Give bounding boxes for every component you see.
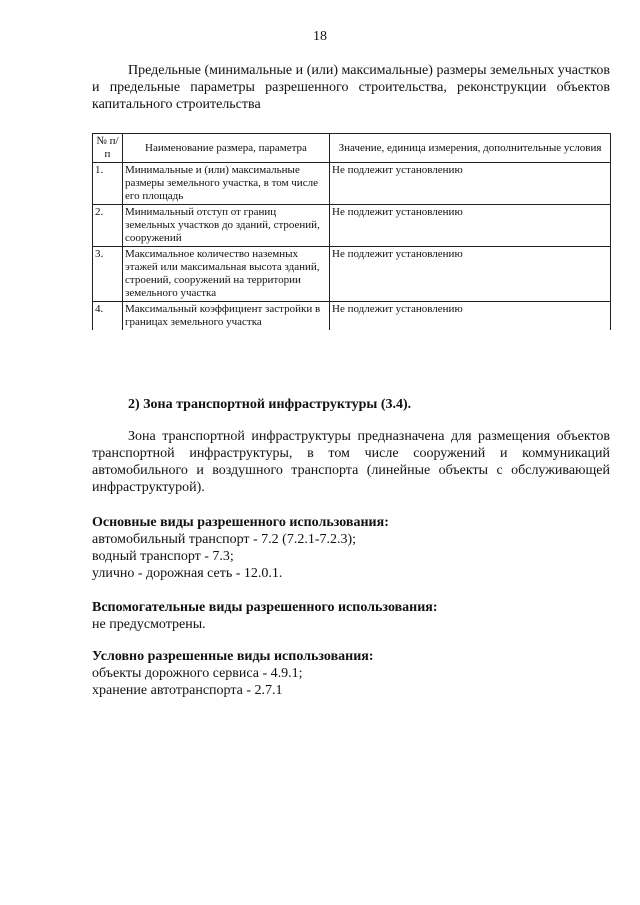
auxiliary-uses-section <box>92 599 610 633</box>
row-name: Максимальный коэффициент застройки в границах земельного участка <box>123 302 330 331</box>
intro-paragraph: Предельные (минимальные и (или) максимальные) размеры земельных участков и предельные параметры разрешенного строительства, реконструкции объектов капитального строительства <box>92 63 610 112</box>
table-row <box>93 302 611 331</box>
page-number: 18 <box>313 29 327 44</box>
table-row <box>93 205 611 247</box>
row-value: Не подлежит установлению <box>330 302 611 331</box>
conditional-use-item: объекты дорожного сервиса - 4.9.1; <box>92 666 303 681</box>
table-row <box>93 247 611 302</box>
row-value: Не подлежит установлению <box>330 247 611 302</box>
main-uses-section <box>92 514 610 582</box>
row-name: Максимальное количество наземных этажей или максимальная высота зданий, строений, сооружений на территории земельного участка <box>123 247 330 302</box>
zone-heading: 2) Зона транспортной инфраструктуры (3.4). <box>128 397 412 412</box>
row-num: 1. <box>93 163 123 205</box>
conditional-uses-section <box>92 648 610 699</box>
row-value: Не подлежит установлению <box>330 205 611 247</box>
auxiliary-uses-title: Вспомогательные виды разрешенного использования: <box>92 600 438 615</box>
header-name: Наименование размера, параметра <box>123 134 330 163</box>
zone-description: Зона транспортной инфраструктуры предназначена для размещения объектов транспортной инфраструктуры, в том числе сооружений и коммуникаций автомобильного и воздушного транспорта (линейные объекты с обслуживающей инфраструктурой). <box>92 429 610 495</box>
main-uses-title: Основные виды разрешенного использования: <box>92 515 389 530</box>
conditional-uses-title: Условно разрешенные виды использования: <box>92 649 374 664</box>
row-num: 4. <box>93 302 123 331</box>
row-name: Минимальные и (или) максимальные размеры земельного участка, в том числе его площадь <box>123 163 330 205</box>
auxiliary-use-item: не предусмотрены. <box>92 617 206 632</box>
conditional-use-item: хранение автотранспорта - 2.7.1 <box>92 683 283 698</box>
main-use-item: водный транспорт - 7.3; <box>92 549 234 564</box>
row-num: 2. <box>93 205 123 247</box>
main-use-item: автомобильный транспорт - 7.2 (7.2.1-7.2.3); <box>92 532 357 547</box>
table-row <box>93 163 611 205</box>
header-value: Значение, единица измерения, дополнительные условия <box>330 134 611 163</box>
row-name: Минимальный отступ от границ земельных участков до зданий, строений, сооружений <box>123 205 330 247</box>
row-num: 3. <box>93 247 123 302</box>
table-header-row <box>93 134 611 163</box>
row-value: Не подлежит установлению <box>330 163 611 205</box>
parameters-table <box>92 133 611 330</box>
header-num: № п/п <box>93 134 123 163</box>
main-use-item: улично - дорожная сеть - 12.0.1. <box>92 566 283 581</box>
